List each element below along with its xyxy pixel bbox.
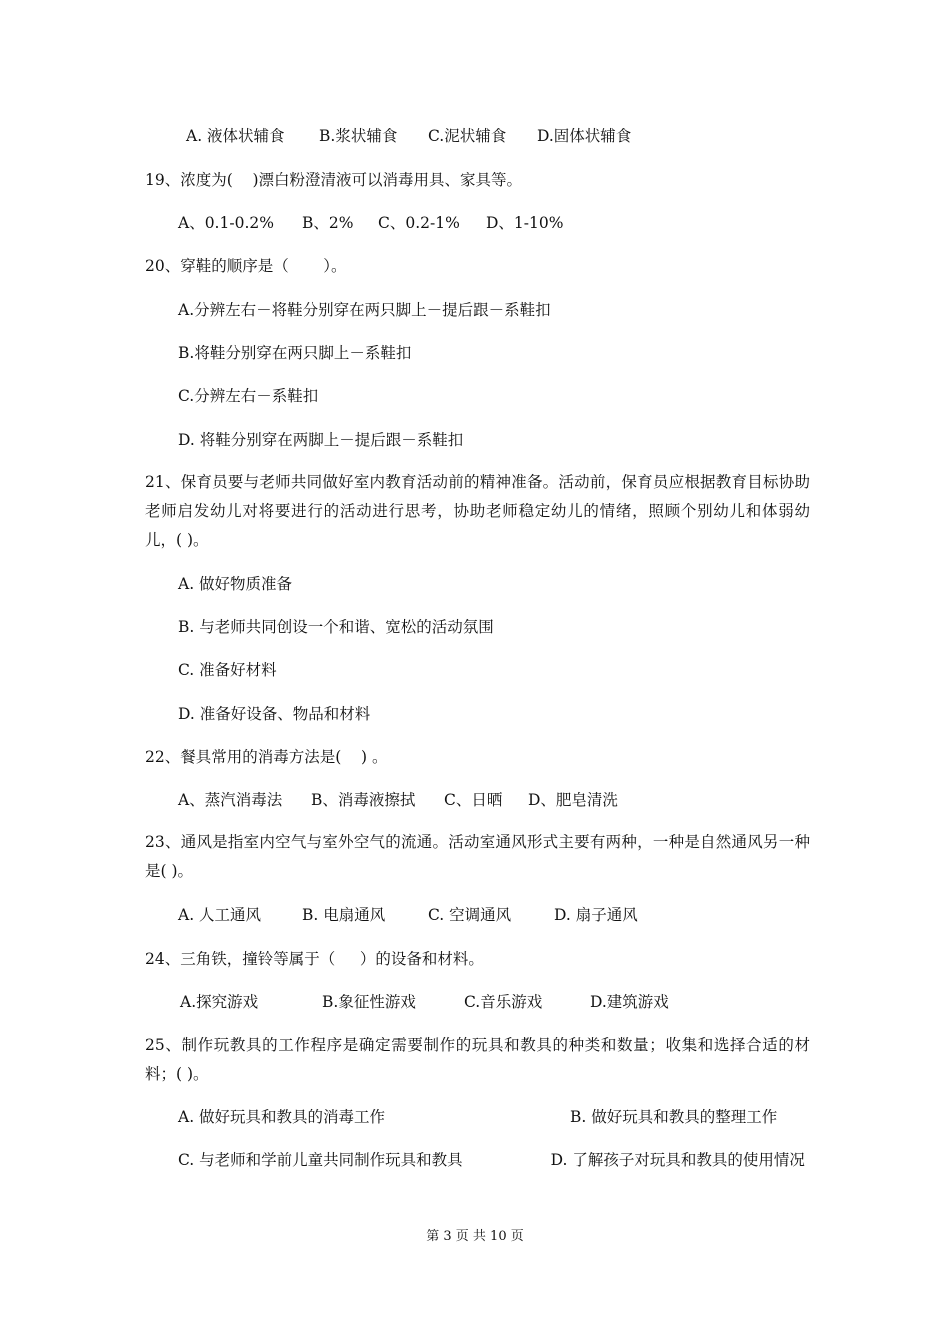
q18-option-d: D.固体状辅食 — [537, 127, 632, 145]
q23-option-a: A. 人工通风 — [178, 906, 262, 924]
q20-option-a: A.分辨左右－将鞋分别穿在两只脚上－提后跟－系鞋扣 — [178, 301, 551, 319]
q23-stem: 23、通风是指室内空气与室外空气的流通。活动室通风形式主要有两种，一种是自然通风另一种是( )。 — [145, 833, 810, 880]
q22-stem: 22、餐具常用的消毒方法是( ) 。 — [145, 748, 388, 766]
q19-option-a: A、0.1-0.2% — [178, 214, 274, 232]
q20-option-b: B.将鞋分别穿在两只脚上－系鞋扣 — [178, 344, 412, 362]
q24-option-b: B.象征性游戏 — [322, 993, 416, 1011]
q22-option-a: A、蒸汽消毒法 — [178, 791, 283, 809]
q21-option-b: B. 与老师共同创设一个和谐、宽松的活动氛围 — [178, 618, 494, 636]
q21-stem: 21、保育员要与老师共同做好室内教育活动前的精神准备。活动前，保育员应根据教育目标协助老师启发幼儿对将要进行的活动进行思考，协助老师稳定幼儿的情绪，照顾个别幼儿和体弱幼儿，( )。 — [145, 473, 810, 549]
q24-option-a: A.探究游戏 — [180, 993, 259, 1011]
q18-option-b: B.浆状辅食 — [319, 127, 398, 145]
q24-stem: 24、三角铁，撞铃等属于（ ）的设备和材料。 — [145, 950, 484, 968]
q20-option-c: C.分辨左右－系鞋扣 — [178, 387, 319, 405]
q21-option-c: C. 准备好材料 — [178, 661, 277, 679]
q25-stem: 25、制作玩教具的工作程序是确定需要制作的玩具和教具的种类和数量；收集和选择合适的材料；( )。 — [145, 1036, 810, 1083]
q23-option-c: C. 空调通风 — [428, 906, 512, 924]
q19-option-c: C、0.2-1% — [378, 214, 460, 232]
q19-option-d: D、1-10% — [486, 214, 564, 232]
page-footer: 第 3 页 共 10 页 — [426, 1229, 524, 1244]
q24-option-c: C.音乐游戏 — [464, 993, 543, 1011]
q20-option-d: D. 将鞋分别穿在两脚上－提后跟－系鞋扣 — [178, 431, 464, 449]
q23-option-b: B. 电扇通风 — [302, 906, 386, 924]
q22-option-d: D、肥皂清洗 — [528, 791, 618, 809]
q25-option-c: C. 与老师和学前儿童共同制作玩具和教具 — [178, 1151, 463, 1169]
q21-option-a: A. 做好物质准备 — [178, 575, 293, 593]
q21-option-d: D. 准备好设备、物品和材料 — [178, 705, 371, 723]
q22-option-b: B、消毒液擦拭 — [311, 791, 416, 809]
q19-option-b: B、2% — [302, 214, 354, 232]
q25-option-d: D. 了解孩子对玩具和教具的使用情况 — [550, 1151, 805, 1169]
q24-option-d: D.建筑游戏 — [590, 993, 669, 1011]
q23-option-d: D. 扇子通风 — [554, 906, 638, 924]
q19-stem: 19、浓度为( )漂白粉澄清液可以消毒用具、家具等。 — [145, 171, 523, 189]
q18-option-c: C.泥状辅食 — [428, 127, 507, 145]
q22-option-c: C、日晒 — [444, 791, 503, 809]
q20-stem: 20、穿鞋的顺序是（ ）。 — [145, 257, 347, 275]
q25-option-b: B. 做好玩具和教具的整理工作 — [570, 1108, 778, 1126]
q25-option-a: A. 做好玩具和教具的消毒工作 — [178, 1108, 386, 1126]
q18-option-a: A. 液体状辅食 — [186, 127, 285, 145]
q25-options-row2 — [145, 1146, 810, 1175]
